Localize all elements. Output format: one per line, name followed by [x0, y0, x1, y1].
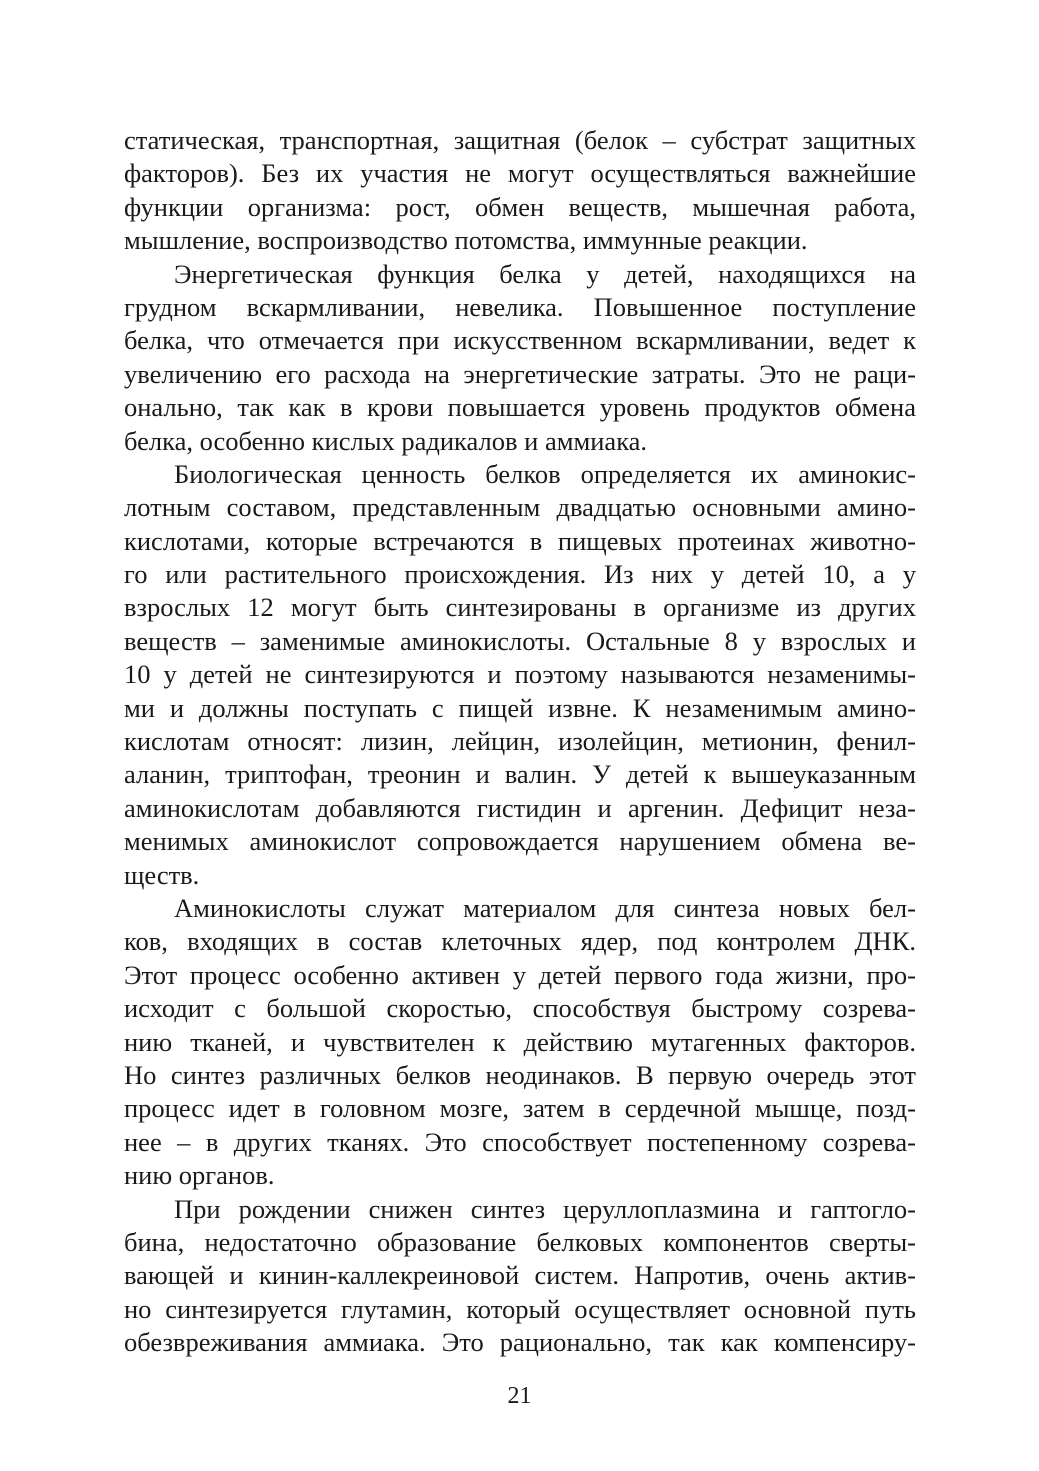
page-number: 21	[507, 1383, 532, 1409]
text-line: нее – в других тканях. Это способствует постепенному созрева-	[124, 1126, 916, 1157]
text-line: Аминокислоты служат материалом для синтеза новых бел-	[174, 892, 916, 923]
paragraph-4	[124, 892, 916, 1193]
text-line: веществ – заменимые аминокислоты. Остальные 8 у взрослых и	[124, 625, 916, 656]
text-line: грудном вскармливании, невелика. Повышенное поступление	[124, 291, 916, 322]
text-line: статическая, транспортная, защитная (белок – субстрат защитных	[124, 125, 916, 155]
text-line: Биологическая ценность белков определяется их аминокис-	[174, 458, 916, 489]
text-line: белка, особенно кислых радикалов и аммиака.	[124, 425, 648, 456]
text-line: Энергетическая функция белка у детей, находящихся на	[174, 258, 916, 289]
text-line: исходит с большой скоростью, способствуя быстрому созрева-	[124, 993, 916, 1024]
text-line: онально, так как в крови повышается уровень продуктов обмена	[124, 392, 916, 423]
text-line: нию тканей, и чувствителен к действию мутагенных факторов.	[124, 1026, 916, 1057]
paragraph-3	[124, 458, 916, 892]
text-line: увеличению его расхода на энергетические затраты. Это не раци-	[124, 358, 916, 389]
text-line: кислотами, которые встречаются в пищевых протеинах животно-	[124, 525, 916, 556]
text-line: ществ.	[124, 859, 200, 890]
text-line: функции организма: рост, обмен веществ, мышечная работа,	[124, 191, 916, 222]
text-line: аминокислотам добавляются гистидин и аргенин. Дефицит неза-	[124, 792, 916, 823]
text-line: вающей и кинин-каллекреиновой систем. Напротив, очень актив-	[124, 1260, 916, 1291]
text-line: факторов). Без их участия не могут осуществляться важнейшие	[124, 158, 916, 189]
text-line: аланин, триптофан, треонин и валин. У детей к вышеуказанным	[124, 759, 916, 790]
body-text	[124, 124, 916, 1359]
text-line: кислотам относят: лизин, лейцин, изолейцин, метионин, фенил-	[124, 726, 916, 757]
text-line: но синтезируется глутамин, который осуществляет основной путь	[124, 1293, 916, 1324]
paragraph-1	[124, 124, 916, 258]
text-line: ми и должны поступать с пищей извне. К незаменимым амино-	[124, 692, 916, 723]
text-line: взрослых 12 могут быть синтезированы в организме из других	[124, 592, 916, 623]
paragraph-2	[124, 258, 916, 458]
text-line: лотным составом, представленным двадцатью основными амино-	[124, 492, 916, 523]
text-line: Но синтез различных белков неодинаков. В первую очередь этот	[124, 1059, 916, 1090]
text-line: ков, входящих в состав клеточных ядер, под контролем ДНК.	[124, 926, 916, 957]
text-line: 10 у детей не синтезируются и поэтому называются незаменимы-	[124, 659, 916, 690]
paragraph-5	[124, 1193, 916, 1360]
text-line: го или растительного происхождения. Из них у детей 10, а у	[124, 559, 916, 590]
text-line: процесс идет в головном мозге, затем в сердечной мышце, позд-	[124, 1093, 916, 1124]
text-line: бина, недостаточно образование белковых компонентов сверты-	[124, 1226, 916, 1257]
text-line: При рождении снижен синтез церуллоплазмина и гаптогло-	[174, 1193, 916, 1224]
text-line: менимых аминокислот сопровождается нарушением обмена ве-	[124, 826, 916, 857]
text-line: нию органов.	[124, 1160, 275, 1191]
text-line: обезвреживания аммиака. Это рационально, так как компенсиру-	[124, 1327, 916, 1358]
text-line: мышление, воспроизводство потомства, иммунные реакции.	[124, 225, 808, 256]
text-line: Этот процесс особенно активен у детей первого года жизни, про-	[124, 959, 916, 990]
text-line: белка, что отмечается при искусственном вскармливании, ведет к	[124, 325, 916, 356]
